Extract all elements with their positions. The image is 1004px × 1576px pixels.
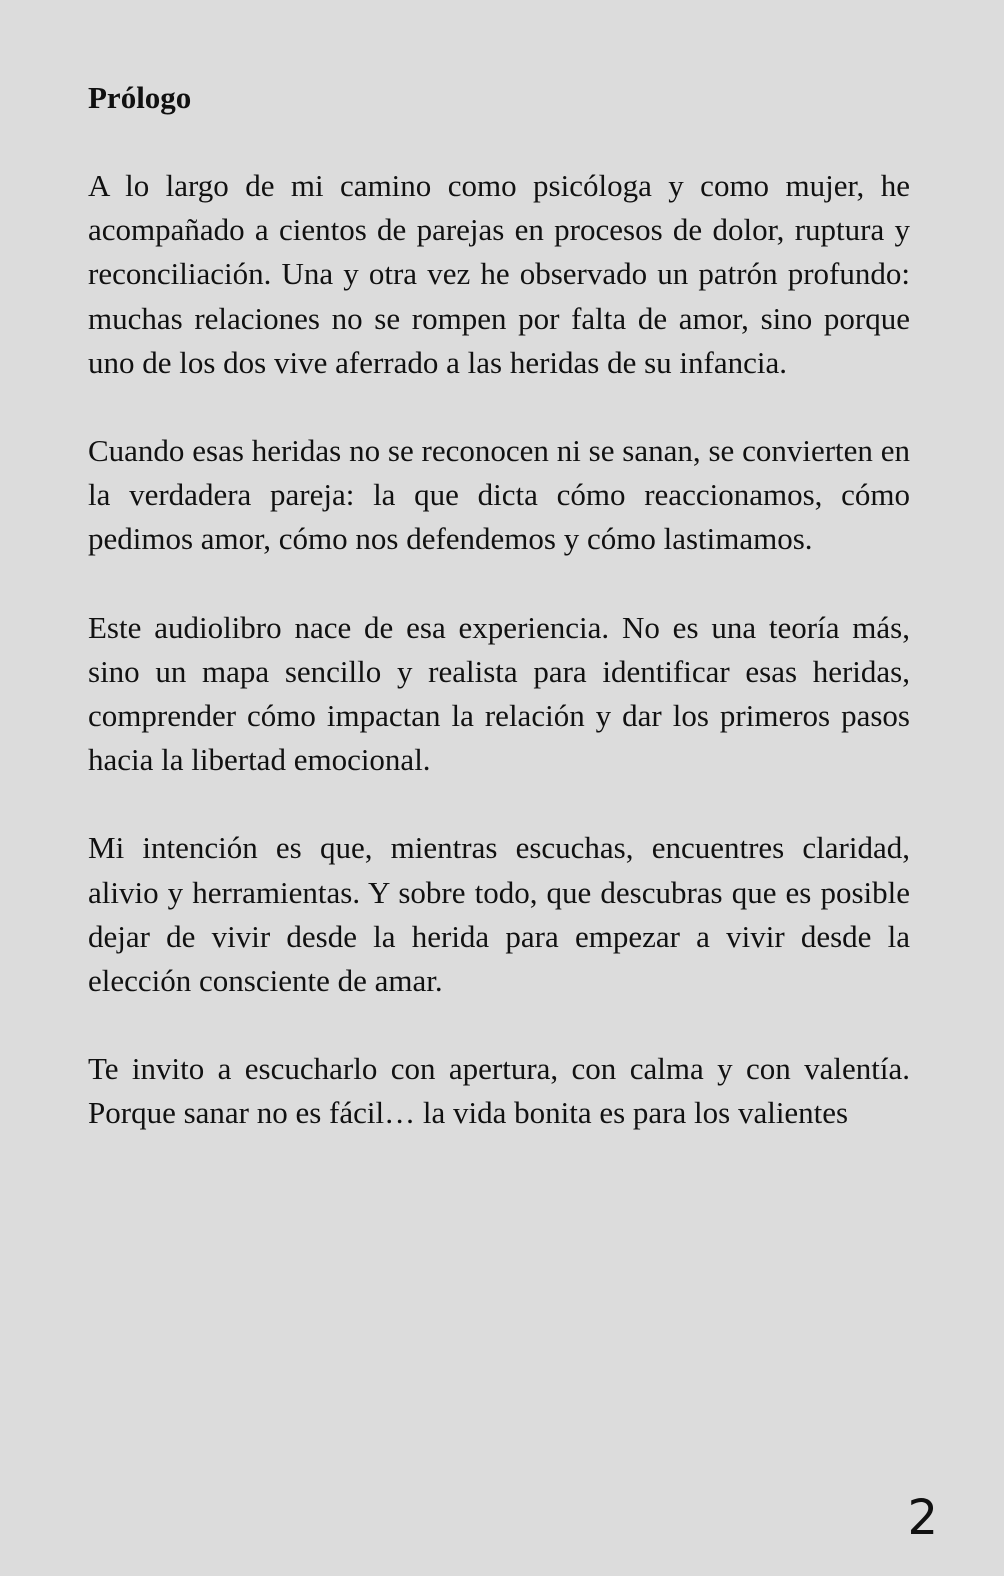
paragraph-4: Mi intención es que, mientras escuchas, encuentres claridad, alivio y herramientas. Y sobre todo, que descubras que es posible dejar de vivir desde la herida para empezar a vivir desde la elección consciente de amar. xyxy=(88,830,910,999)
document-page xyxy=(88,76,910,1180)
section-heading: Prólogo xyxy=(88,80,192,115)
paragraph-3: Este audiolibro nace de esa experiencia. No es una teoría más, sino un mapa sencillo y realista para identificar esas heridas, comprender cómo impactan la relación y dar los primeros pasos hacia la libertad emocional. xyxy=(88,609,910,778)
paragraph-1: A lo largo de mi camino como psicóloga y como mujer, he acompañado a cientos de parejas en procesos de dolor, ruptura y reconciliación. Una y otra vez he observado un patrón profundo: muchas relaciones no se rompen por falta de amor, sino porque uno de los dos vive aferrado a las heridas de su infancia. xyxy=(88,168,910,380)
page-number: 2 xyxy=(907,1490,938,1546)
paragraph-2: Cuando esas heridas no se reconocen ni se sanan, se convierten en la verdadera pareja: la que dicta cómo reaccionamos, cómo pedimos amor, cómo nos defendemos y cómo lastimamos. xyxy=(88,433,910,557)
paragraph-5: Te invito a escucharlo con apertura, con calma y con valentía. Porque sanar no es fácil… la vida bonita es para los valientes xyxy=(88,1051,910,1131)
